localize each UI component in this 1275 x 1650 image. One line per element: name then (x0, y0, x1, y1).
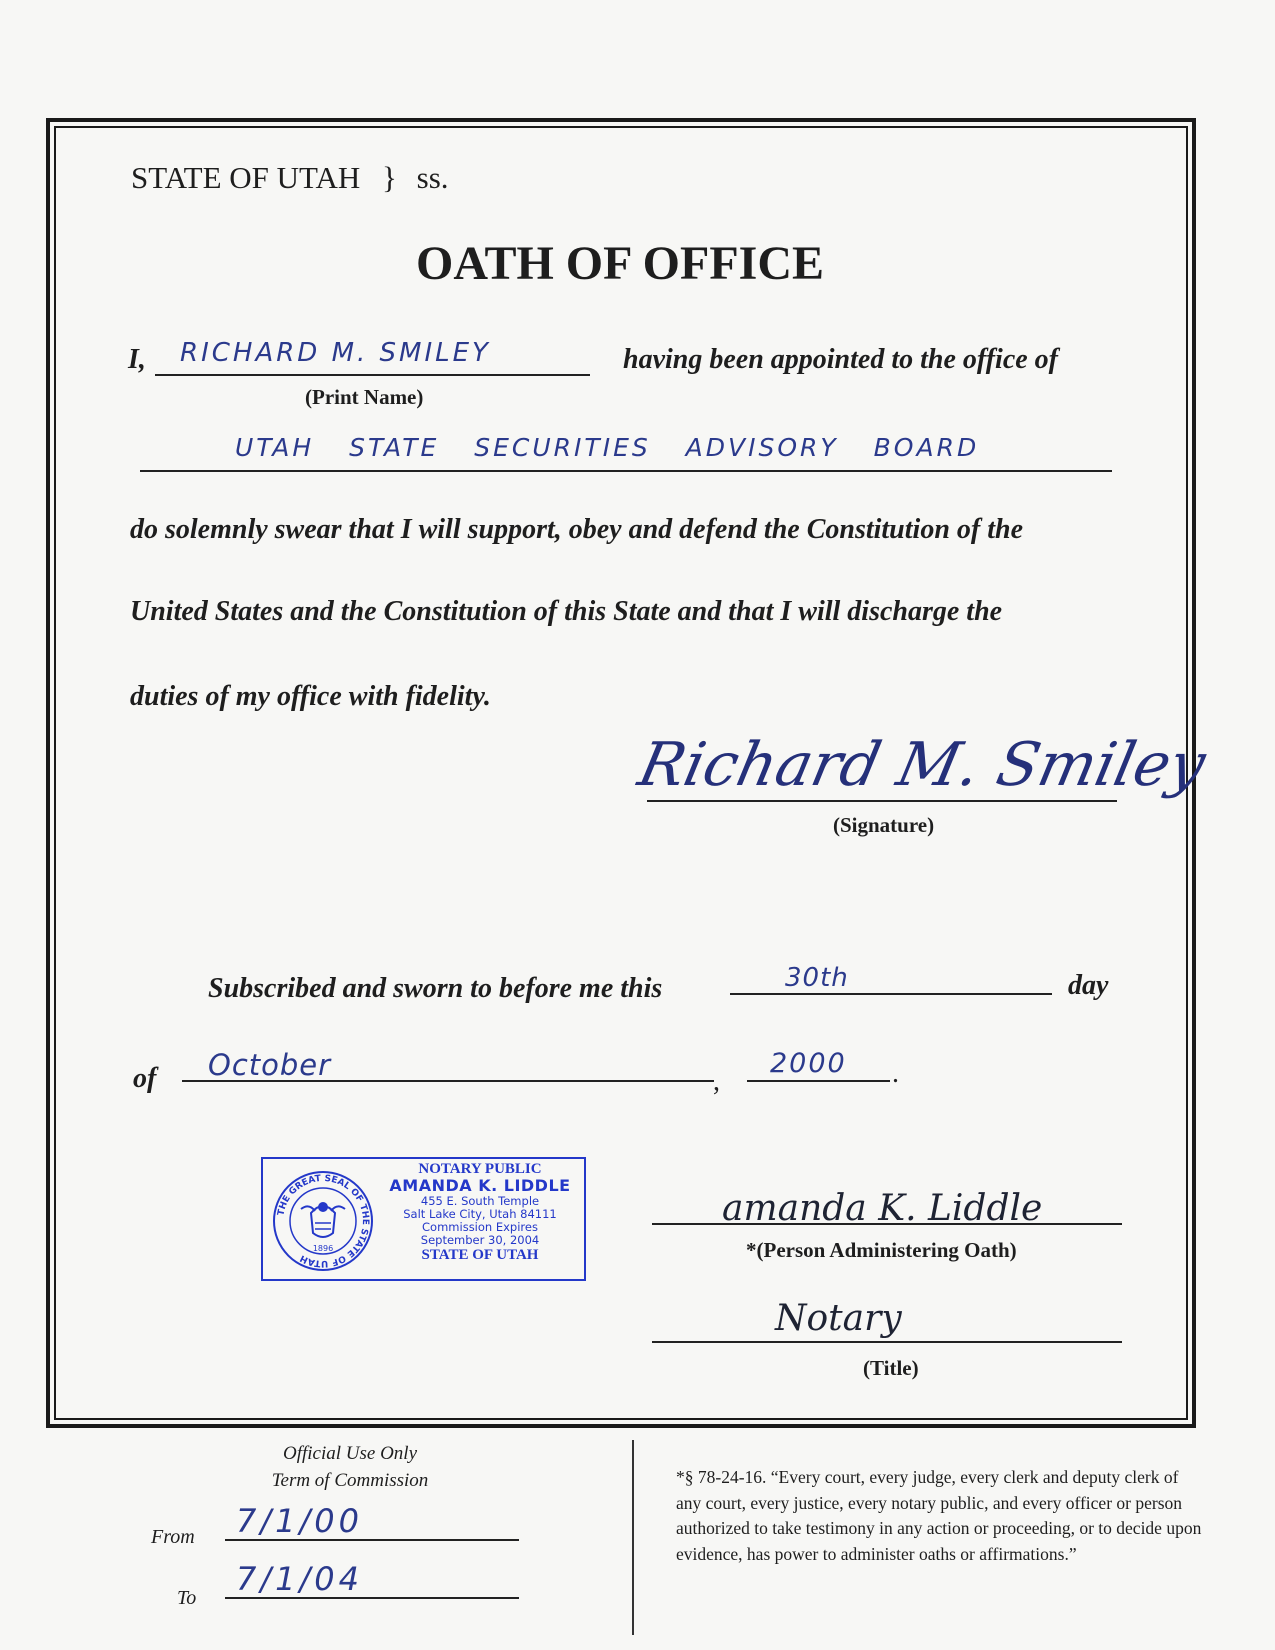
year-line (747, 1080, 890, 1082)
term-of-commission-title: Term of Commission (271, 1470, 429, 1491)
stamp-text-block (375, 1161, 585, 1264)
seal-year: 1896 (312, 1244, 334, 1253)
day-label: day (1068, 970, 1109, 1001)
statute-text: *§ 78-24-16. “Every court, every judge, every clerk and deputy clerk of any court, every justice, every notary public, and every officer or person authorized to take testimony in any action or proceeding, or to decide upon evidence, has power to administer oaths or affirmations.” (676, 1467, 1202, 1564)
title-line (652, 1341, 1122, 1343)
oath-prefix: I, (128, 344, 146, 375)
official-use-heading (220, 1440, 480, 1494)
state-header (131, 160, 449, 196)
title-handwritten: Notary (775, 1298, 902, 1339)
official-use-title: Official Use Only (282, 1443, 418, 1464)
office-line (140, 470, 1112, 472)
signature-handwritten: Richard M. Smiley (632, 730, 1212, 800)
stamp-notary-name: AMANDA K. LIDDLE (389, 1176, 571, 1195)
from-date-handwritten: 7/1/00 (236, 1502, 363, 1540)
appointed-text: having been appointed to the office of (623, 344, 1058, 375)
state-name: STATE OF UTAH (131, 160, 361, 195)
date-period: . (892, 1058, 899, 1089)
to-line (225, 1597, 519, 1599)
oath-text-line-1: do solemnly swear that I will support, obey and defend the Constitution of the (130, 514, 1023, 545)
state-seal-icon (271, 1169, 375, 1273)
stamp-expires-date: September 30, 2004 (420, 1233, 540, 1247)
from-line (225, 1539, 519, 1541)
administrator-signature-line (652, 1223, 1122, 1225)
print-name-handwritten: RICHARD M. SMILEY (180, 338, 491, 368)
month-handwritten: October (208, 1048, 332, 1082)
print-name-line (155, 374, 590, 376)
signature-caption: (Signature) (833, 813, 935, 837)
subscribed-text: Subscribed and sworn to before me this (208, 973, 663, 1004)
date-comma: , (713, 1066, 720, 1097)
oath-text-line-3: duties of my office with fidelity. (130, 681, 491, 712)
title-caption: (Title) (863, 1356, 919, 1380)
page-title: OATH OF OFFICE (416, 237, 824, 290)
to-label: To (177, 1587, 197, 1609)
notary-stamp (261, 1157, 586, 1281)
brace: } (382, 160, 397, 195)
print-name-caption: (Print Name) (305, 385, 424, 409)
stamp-state: STATE OF UTAH (421, 1247, 539, 1263)
ss-label: ss. (416, 160, 449, 195)
stamp-address-1: 455 E. South Temple (420, 1194, 540, 1208)
to-date-handwritten: 7/1/04 (236, 1560, 363, 1598)
administrator-signature-handwritten: amanda K. Liddle (722, 1188, 1043, 1229)
day-handwritten: 30th (785, 963, 849, 993)
stamp-title: NOTARY PUBLIC (418, 1161, 542, 1177)
signature-line (647, 800, 1117, 802)
footer-divider (632, 1440, 634, 1635)
of-label: of (133, 1063, 157, 1094)
seal-ring-text: THE GREAT SEAL OF THE STATE OF UTAH (276, 1173, 371, 1269)
administrator-caption: *(Person Administering Oath) (746, 1238, 1017, 1262)
stamp-expires-label: Commission Expires (422, 1220, 538, 1234)
oath-text-line-2: United States and the Constitution of this State and that I will discharge the (130, 596, 1003, 627)
month-line (182, 1080, 714, 1082)
stamp-address-2: Salt Lake City, Utah 84111 (403, 1207, 557, 1221)
from-label: From (151, 1526, 195, 1548)
year-handwritten: 2000 (770, 1048, 847, 1079)
office-handwritten: UTAH STATE SECURITIES ADVISORY BOARD (235, 433, 980, 462)
day-line (730, 993, 1052, 995)
